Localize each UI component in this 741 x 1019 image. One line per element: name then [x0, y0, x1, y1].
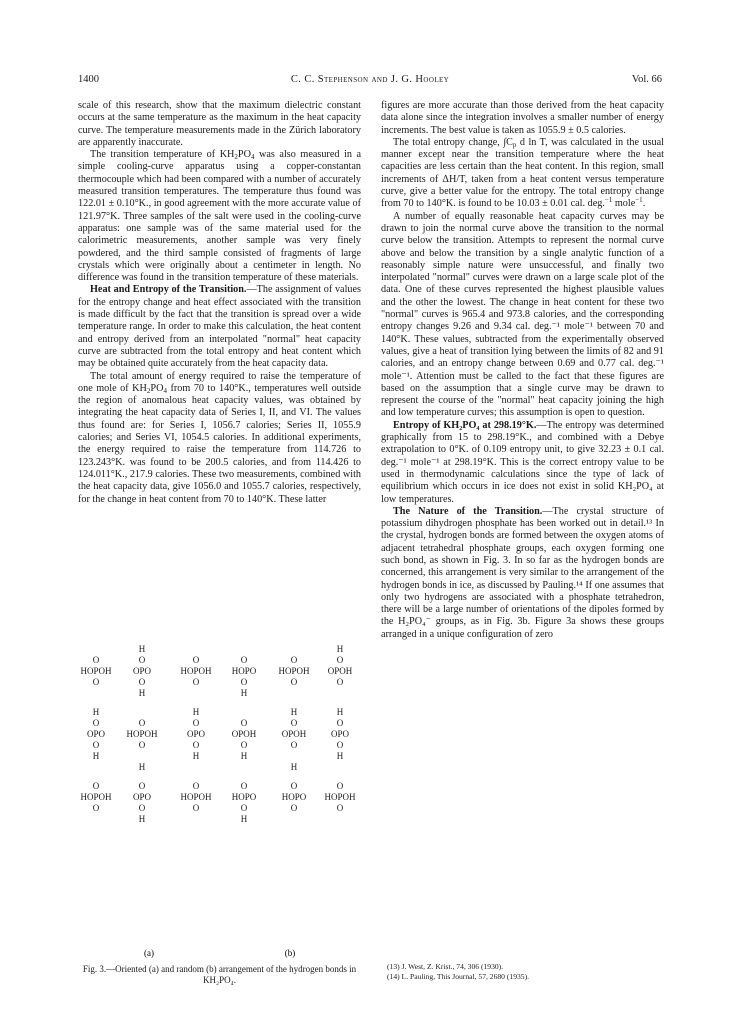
- figure-atom-label: H: [192, 751, 200, 761]
- volume-number: Vol. 66: [631, 74, 662, 85]
- footnotes: [381, 962, 664, 982]
- figure-atom-label: OPOH: [231, 729, 257, 739]
- hydrogen-bond-diagram: [78, 640, 361, 960]
- section-heading: Heat and Entropy of the Transition.: [90, 284, 247, 296]
- figure-atom-label: O: [92, 781, 100, 791]
- figure-atom-label: O: [290, 655, 298, 665]
- paragraph: scale of this research, show that the maximum dielectric constant occurs at the same temperature as the maximum in the heat capacity curve. The temperature measurements made in the Zürich laboratory are apparently inaccurate.: [78, 100, 361, 148]
- figure-atom-label: O: [92, 655, 100, 665]
- figure-atom-label: O: [92, 740, 100, 750]
- figure-atom-label: O: [336, 655, 344, 665]
- figure-atom-label: O: [240, 655, 248, 665]
- figure-atom-label: O: [138, 740, 146, 750]
- figure-caption: Fig. 3.—Oriented (a) and random (b) arrangement of the hydrogen bonds in KH₂PO₄.: [82, 964, 357, 985]
- figure-atom-label: O: [240, 740, 248, 750]
- figure-atom-label: O: [192, 677, 200, 687]
- paragraph: Entropy of KH₂PO₄ at 298.19°K.—The entropy was determined graphically from 15 to 298.19°K., and combined with a Debye extrapolation to 0°K. of 0.109 entropy unit, to give 32.23 ± 0.1 cal. deg.⁻¹ mole⁻¹ at 298.19°K. This is the correct entropy value to be used in thermodynamic calculations since the type of lack of equilibrium which occurs in ice does not exist in solid KH₂PO₄ at low temperatures.: [381, 419, 664, 505]
- figure-atom-label: O: [240, 781, 248, 791]
- figure-atom-label: H: [92, 707, 100, 717]
- running-header: [78, 72, 662, 88]
- figure-atom-label: HOPOH: [126, 729, 158, 739]
- figure-atom-label: HOPOH: [180, 666, 212, 676]
- figure-atom-label: H: [336, 751, 344, 761]
- figure-atom-label: H: [138, 644, 146, 654]
- figure-atom-label: O: [192, 718, 200, 728]
- paragraph: The total amount of energy required to raise the temperature of one mole of $KH_2PO_4$ from 70 to 140°K., temperatures well outside the region of anomalous heat capacity values, was obtained by integrating the heat capacity data of Series I, II, and VI. The values thus found are: for Series I, 1056.7 calories; Series II, 1055.9 calories; and Series VI, 1054.5 calories. In additional experiments, the energy required to raise the temperature from 114.726 to 123.243°K. was found to be 200.5 calories, and from 114.426 to 124.011°K., 217.9 calories. These two measurements, combined with the heat capacity data, give 1056.0 and 1055.7 calories, respectively, for the change in heat content from 70 to 140°K. These latter: [78, 370, 361, 505]
- figure-atom-label: H: [240, 814, 248, 824]
- figure-atom-label: O: [336, 740, 344, 750]
- figure-atom-label: O: [192, 655, 200, 665]
- paragraph: A number of equally reasonable heat capacity curves may be drawn to join the normal curve above the transition to the normal curve below the transition. Attempts to represent the normal curve above and below the transition by a single analytic function of a reasonably simple nature were unsuccessful, and finally two interpolated "normal" curves were drawn on a large scale plot of the data. One of these curves represented the highest plausible values and the other the lowest. The change in heat content for these two "normal" curves is 965.4 and 973.8 calories, and the corresponding entropy changes 9.26 and 9.34 cal. deg.⁻¹ mole⁻¹ between 70 and 140°K. These values, subtracted from the experimentally observed values, give a heat of transition lying between the limits of 82 and 91 calories, and an entropy change between 0.69 and 0.77 cal. deg.⁻¹ mole⁻¹. Attention must be called to the fact that these figures are based on the assumption that a single curve may be drawn to represent the course of the "normal" heat capacity joining the high and low temperature curves; this assumption is open to question.: [381, 210, 664, 419]
- figure-atom-label: OPO: [330, 729, 350, 739]
- figure-atom-label: O: [240, 718, 248, 728]
- figure-atom-label: O: [240, 677, 248, 687]
- figure-atom-label: HOPO: [231, 666, 257, 676]
- left-column: [78, 100, 361, 506]
- figure-atom-label: O: [92, 677, 100, 687]
- figure-atom-label: O: [290, 677, 298, 687]
- figure-atom-label: O: [138, 655, 146, 665]
- figure-atom-label: O: [336, 718, 344, 728]
- figure-atom-label: HOPOH: [80, 792, 112, 802]
- figure-label-b: (b): [284, 948, 296, 958]
- section-heading: Entropy of KH₂PO₄ at 298.19°K.: [393, 419, 537, 431]
- figure-atom-label: HOPO: [281, 792, 307, 802]
- figure-label-a: (a): [144, 948, 154, 958]
- figure-atom-label: HOPOH: [180, 792, 212, 802]
- figure-atom-label: O: [92, 803, 100, 813]
- figure-atom-label: O: [138, 803, 146, 813]
- figure-atom-label: O: [336, 677, 344, 687]
- running-authors: C. C. Stephenson and J. G. Hooley: [290, 74, 450, 85]
- footnote: (13) J. West, Z. Krist., 74, 306 (1930).: [387, 962, 504, 971]
- figure-atom-label: HOPO: [231, 792, 257, 802]
- figure-atom-label: HOPOH: [278, 666, 310, 676]
- paragraph: Heat and Entropy of the Transition.—The assignment of values for the entropy change and heat effect associated with the transition is made difficult by the fact that the transition is spread over a wide temperature range. In order to make this calculation, the heat content and entropy derived from an interpolated "normal" heat capacity curve are subtracted from the total entropy and heat content which may be obtained quite accurately from the heat capacity data.: [78, 284, 361, 370]
- section-heading: The Nature of the Transition.: [393, 505, 543, 517]
- figure-atom-label: O: [138, 677, 146, 687]
- figure-atom-label: O: [192, 781, 200, 791]
- figure-atom-label: O: [336, 803, 344, 813]
- figure-atom-label: H: [336, 707, 344, 717]
- figure-atom-label: OPO: [86, 729, 106, 739]
- figure-atom-label: H: [290, 707, 298, 717]
- figure-atom-label: HOPOH: [80, 666, 112, 676]
- figure-atom-label: O: [192, 803, 200, 813]
- paragraph: The Nature of the Transition.—The crystal structure of potassium dihydrogen phosphate has been worked out in detail.¹³ In the crystal, hydrogen bonds are formed between the oxygen atoms of adjacent tetrahedral phosphate groups, each oxygen forming one such bond, as shown in Fig. 3. In so far as the hydrogen bonds are concerned, this arrangement is very similar to the arrangement of the hydrogen bonds in ice, as discussed by Pauling.¹⁴ If one assumes that only two hydrogens are associated with a phosphate tetrahedron, there will be a large number of orientations of the dipoles formed by the H₂PO₄⁻ groups, as in Fig. 3b. Figure 3a shows these groups arranged in a unique configuration of zero: [381, 505, 664, 640]
- figure-3: [78, 640, 361, 978]
- figure-atom-label: OPO: [132, 666, 152, 676]
- figure-atom-label: OPO: [186, 729, 206, 739]
- figure-atom-label: H: [240, 688, 248, 698]
- figure-atom-label: OPOH: [281, 729, 307, 739]
- figure-atom-label: H: [138, 688, 146, 698]
- figure-atom-label: H: [290, 762, 298, 772]
- figure-atom-label: O: [138, 718, 146, 728]
- footnote: (14) L. Pauling, This Journal, 57, 2680 (1935).: [387, 972, 530, 981]
- figure-atom-label: H: [92, 751, 100, 761]
- figure-atom-label: O: [290, 781, 298, 791]
- page-number: 1400: [78, 74, 99, 85]
- figure-atom-label: O: [290, 740, 298, 750]
- paragraph: figures are more accurate than those derived from the heat capacity data alone since the integration involves a smaller number of energy increments. The best value is taken as 1055.9 ± 0.5 calories.: [381, 100, 664, 136]
- figure-atom-label: O: [192, 740, 200, 750]
- figure-atom-label: O: [92, 718, 100, 728]
- right-column: [381, 100, 664, 641]
- figure-atom-label: O: [290, 803, 298, 813]
- figure-atom-label: H: [138, 762, 146, 772]
- figure-atom-label: H: [192, 707, 200, 717]
- figure-atom-label: HOPOH: [324, 792, 356, 802]
- figure-atom-label: H: [138, 814, 146, 824]
- paragraph: The total entropy change, $\int C_p$ d ln T, was calculated in the usual manner except near the transition temperature where the heat capacities are less certain than the heat content. In this region, small increments of ΔH/T, taken from a heat content versus temperature curve, give a better value for the entropy. The total entropy change from 70 to 140°K. is found to be 10.03 ± 0.01 cal. deg.$^{-1}$ mole$^{-1}$.: [381, 136, 665, 210]
- figure-atom-label: H: [336, 644, 344, 654]
- figure-atom-label: H: [240, 751, 248, 761]
- paragraph: The transition temperature of $KH_2PO_4$ was also measured in a simple cooling-curve apparatus using a copper-constantan thermocouple which had been compared with a number of accurately measured transition temperatures. The temperature thus found was 122.01 ± 0.10°K., in good agreement with the more accurate value of 121.97°K. Three samples of the salt were used in the cooling-curve apparatus: one sample was of the same material used for the calorimetric measurements, another sample was very finely powdered, and the third sample consisted of fragments of large crystals which were originally about a centimeter in length. No difference was found in the transition temperature of these materials.: [78, 149, 361, 284]
- figure-atom-label: O: [290, 718, 298, 728]
- figure-atom-label: O: [138, 781, 146, 791]
- figure-atom-label: O: [240, 803, 248, 813]
- figure-atom-label: OPOH: [327, 666, 353, 676]
- figure-atom-label: OPO: [132, 792, 152, 802]
- figure-atom-label: O: [336, 781, 344, 791]
